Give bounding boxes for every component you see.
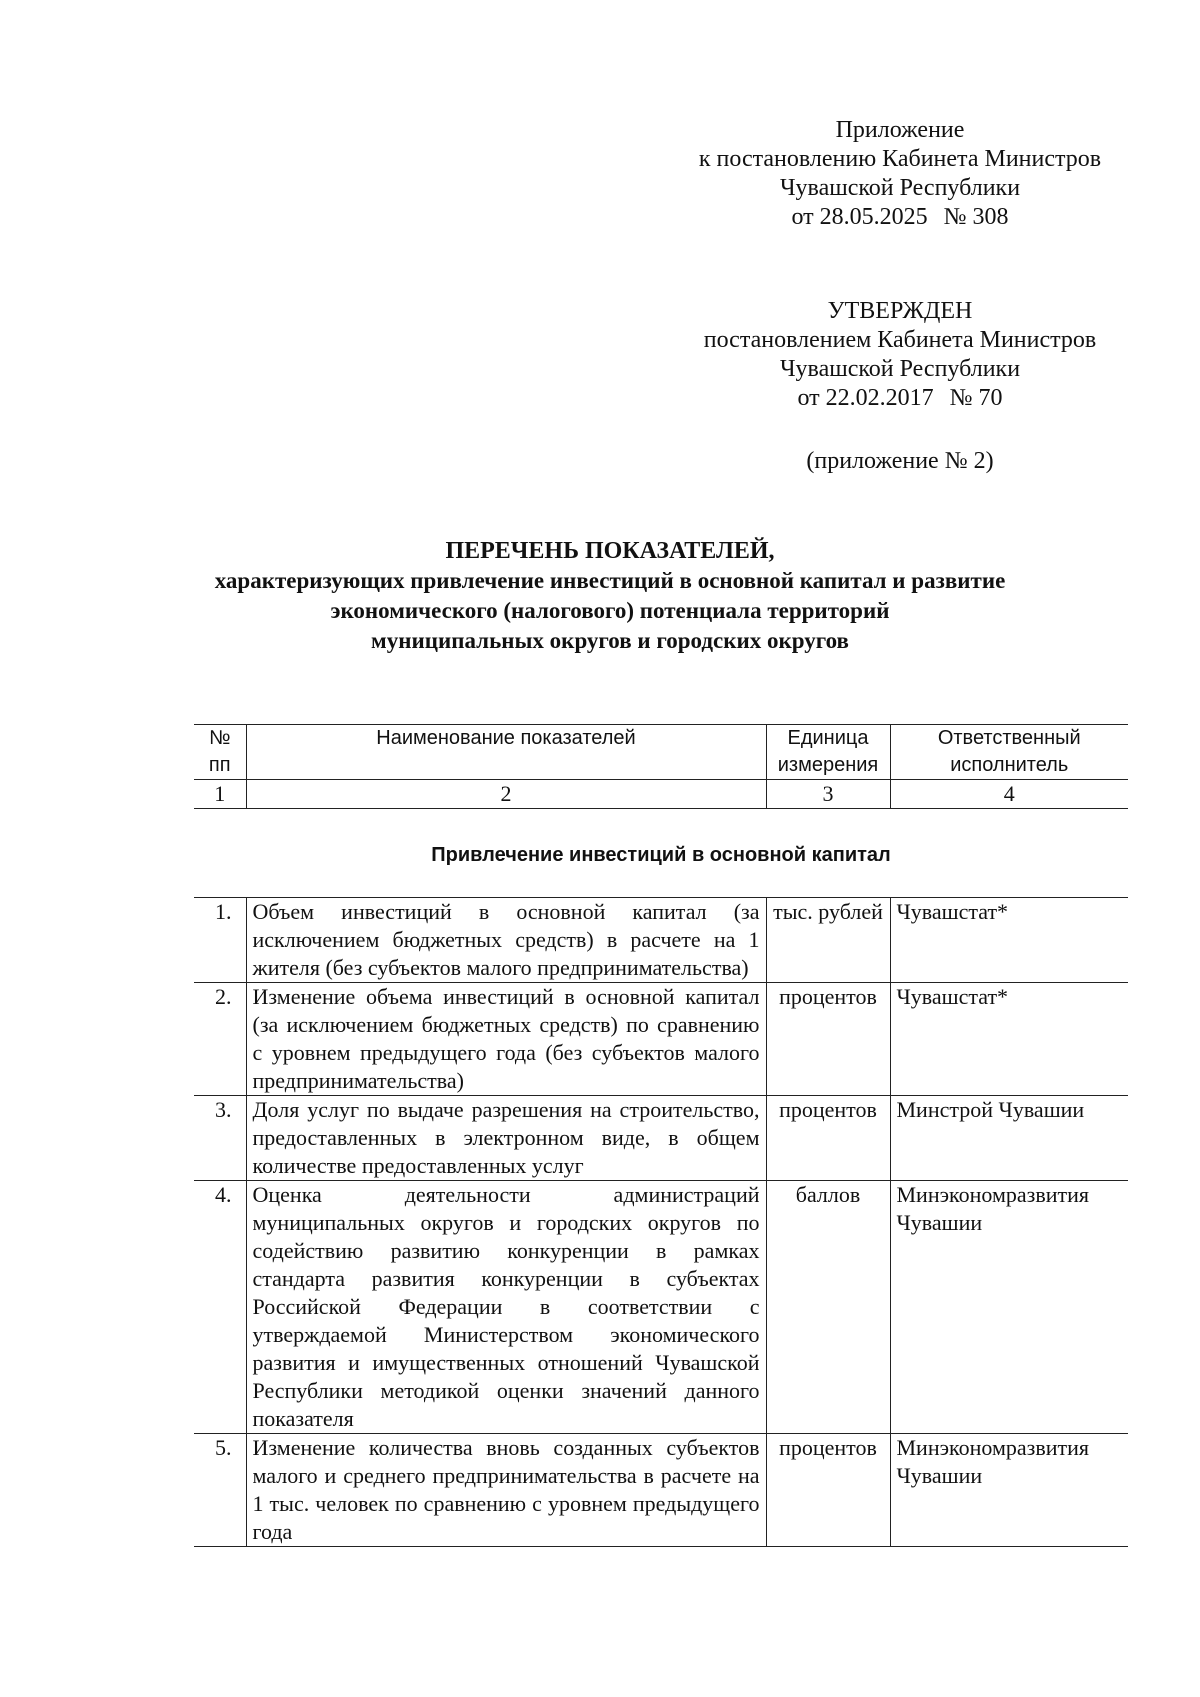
- table-row: [194, 1096, 1128, 1181]
- column-number-row: [194, 780, 1128, 809]
- approved-line2: постановлением Кабинета Министров: [703, 327, 1097, 353]
- annex-date-line: [600, 203, 1200, 232]
- row-unit: процентов: [766, 983, 890, 1096]
- header-cell-resp: [890, 725, 1128, 780]
- header-resp-line2: исполнитель: [950, 754, 1069, 776]
- row-responsible: Чувашстат*: [890, 898, 1128, 983]
- indicators-table: [194, 897, 1128, 1547]
- row-name: Изменение количества вновь созданных субъектов малого и среднего предпринимательства в расчете на 1 тыс. человек по сравнению с уровнем предыдущего года: [246, 1434, 766, 1547]
- header-resp-line1: Ответственный: [937, 727, 1081, 749]
- approved-date: от 22.02.2017: [797, 385, 934, 411]
- row-responsible: Минстрой Чувашии: [890, 1096, 1128, 1181]
- annex-block: [600, 116, 1200, 232]
- title-main: ПЕРЕЧЕНЬ ПОКАЗАТЕЛЕЙ,: [445, 538, 775, 564]
- table-row: [194, 1434, 1128, 1547]
- annex-number: № 308: [943, 204, 1009, 230]
- row-unit: баллов: [766, 1181, 890, 1434]
- header-table: [194, 724, 1128, 809]
- annex-line3: Чувашской Республики: [779, 175, 1021, 201]
- header-name: Наименование показателей: [376, 727, 636, 749]
- row-responsible: Минэкономразвития Чувашии: [890, 1434, 1128, 1547]
- title-sub2: экономического (налогового) потенциала территорий: [330, 598, 890, 623]
- row-unit: тыс. рублей: [766, 898, 890, 983]
- table-row: [194, 898, 1128, 983]
- title-sub1: характеризующих привлечение инвестиций в основной капитал и развитие: [214, 568, 1006, 593]
- row-number: 2.: [194, 983, 246, 1096]
- row-responsible: Чувашстат*: [890, 983, 1128, 1096]
- table-row: [194, 1181, 1128, 1434]
- header-num-line1: №: [209, 727, 231, 749]
- row-unit: процентов: [766, 1434, 890, 1547]
- header-num-line2: пп: [208, 754, 231, 776]
- approved-line3: Чувашской Республики: [779, 356, 1021, 382]
- row-name: Оценка деятельности администраций муниципальных округов и городских округов по содействию развитию конкуренции в рамках стандарта развития конкуренции в субъектах Российской Федерации в соответствии с утверждаемой Министерством экономического развития и имущественных отношений Чувашской Республики методикой оценки значений данного показателя: [246, 1181, 766, 1434]
- row-name: Изменение объема инвестиций в основной капитал (за исключением бюджетных средств) по сравнению с уровнем предыдущего года (без субъектов малого предпринимательства): [246, 983, 766, 1096]
- table-row: [194, 983, 1128, 1096]
- column-number: 4: [890, 780, 1128, 809]
- header-cell-unit: [766, 725, 890, 780]
- approved-line1: УТВЕРЖДЕН: [827, 298, 973, 324]
- approved-block: [600, 297, 1200, 413]
- column-number: 2: [246, 780, 766, 809]
- column-number: 3: [766, 780, 890, 809]
- header-unit-line2: измерения: [777, 754, 879, 776]
- row-unit: процентов: [766, 1096, 890, 1181]
- appendix-note: (приложение № 2): [806, 448, 994, 474]
- header-cell-name: [246, 725, 766, 780]
- annex-line2: к постановлению Кабинета Министров: [698, 146, 1102, 172]
- approved-number: № 70: [949, 385, 1003, 411]
- row-name: Доля услуг по выдаче разрешения на строительство, предоставленных в электронном виде, в общем количестве предоставленных услуг: [246, 1096, 766, 1181]
- row-name: Объем инвестиций в основной капитал (за исключением бюджетных средств) в расчете на 1 жителя (без субъектов малого предпринимательства): [246, 898, 766, 983]
- row-number: 4.: [194, 1181, 246, 1434]
- section-title: Привлечение инвестиций в основной капитал: [431, 844, 891, 866]
- row-number: 5.: [194, 1434, 246, 1547]
- header-row: [194, 725, 1128, 780]
- row-number: 3.: [194, 1096, 246, 1181]
- appendix-note-block: [600, 447, 1200, 476]
- title-sub3: муниципальных округов и городских округов: [371, 628, 849, 653]
- row-number: 1.: [194, 898, 246, 983]
- header-cell-num: [194, 725, 246, 780]
- annex-date: от 28.05.2025: [791, 204, 928, 230]
- document-title: [120, 536, 1100, 656]
- approved-date-line: [600, 384, 1200, 413]
- header-unit-line1: Единица: [787, 727, 869, 749]
- annex-line1: Приложение: [835, 117, 965, 143]
- column-number: 1: [194, 780, 246, 809]
- row-responsible: Минэкономразвития Чувашии: [890, 1181, 1128, 1434]
